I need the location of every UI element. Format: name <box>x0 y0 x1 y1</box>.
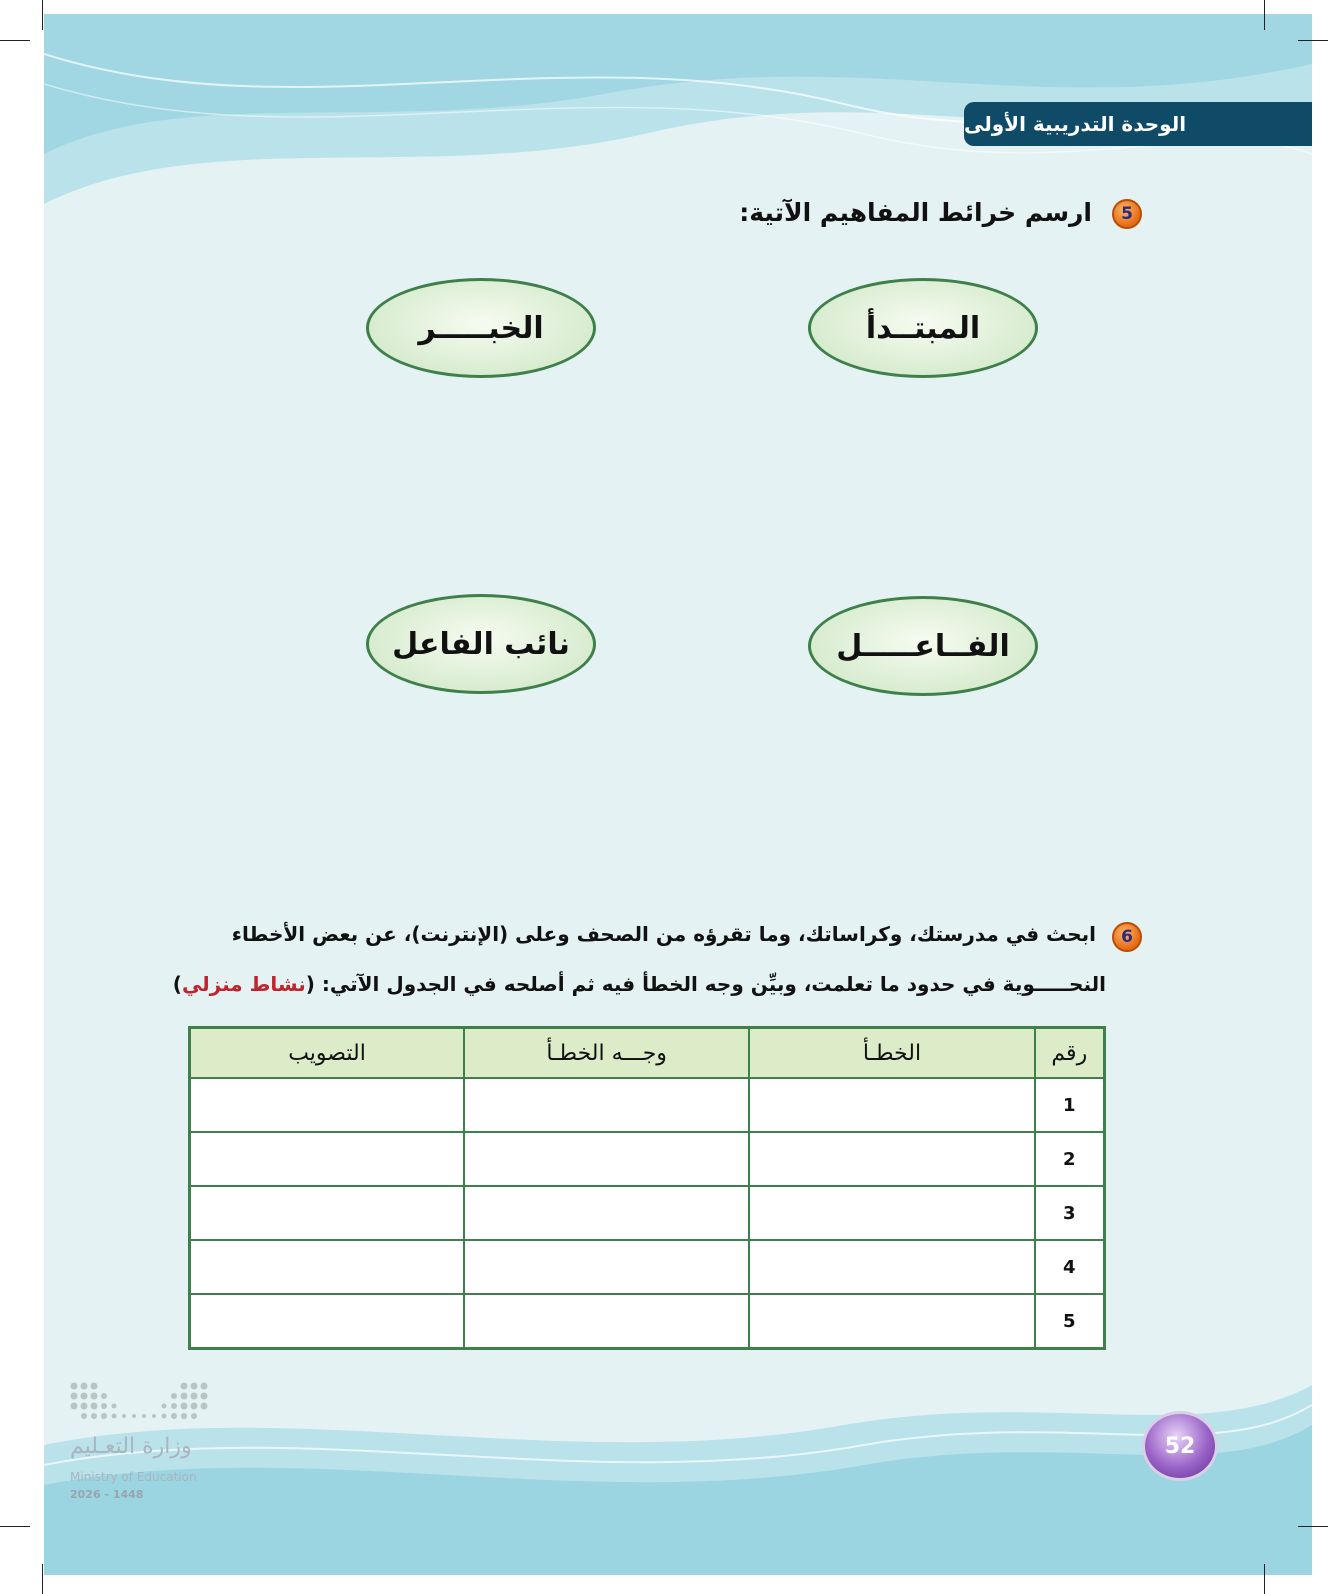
table-row <box>190 1132 1105 1186</box>
header-error: الخطـأ <box>749 1028 1034 1079</box>
ministry-dots-icon <box>66 1378 216 1428</box>
crop-mark <box>42 0 43 30</box>
crop-mark <box>0 1526 30 1527</box>
ministry-name-english: Ministry of Education <box>70 1470 197 1484</box>
crop-mark <box>0 40 30 41</box>
concept-oval-mubtada: المبتــدأ <box>808 278 1038 378</box>
row-number: 1 <box>1035 1078 1105 1132</box>
correction-cell[interactable] <box>190 1186 465 1240</box>
crop-mark <box>1264 1564 1265 1594</box>
error-cell[interactable] <box>749 1132 1034 1186</box>
question-number-badge: 6 <box>1112 922 1142 952</box>
error-cell[interactable] <box>749 1078 1034 1132</box>
concept-oval-naeb-faeel: نائب الفاعل <box>366 594 596 694</box>
table-row <box>190 1240 1105 1294</box>
question-6-line2-close: ) <box>172 972 182 996</box>
question-6-line1: ابحث في مدرستك، وكراساتك، وما تقرؤه من الصحف وعلى (الإنترنت)، عن بعض الأخطاء <box>231 922 1096 946</box>
table-row <box>190 1186 1105 1240</box>
crop-mark <box>42 1564 43 1594</box>
header-error-reason: وجـــه الخطـأ <box>464 1028 749 1079</box>
ministry-logo <box>66 1378 226 1508</box>
row-number: 4 <box>1035 1240 1105 1294</box>
correction-cell[interactable] <box>190 1240 465 1294</box>
errors-table <box>188 1026 1106 1350</box>
error-reason-cell[interactable] <box>464 1078 749 1132</box>
error-reason-cell[interactable] <box>464 1132 749 1186</box>
correction-cell[interactable] <box>190 1078 465 1132</box>
table-row <box>190 1078 1105 1132</box>
header-number: رقم <box>1035 1028 1105 1079</box>
row-number: 2 <box>1035 1132 1105 1186</box>
home-activity-label: نشاط منزلي <box>181 972 306 996</box>
unit-title-banner <box>964 102 1312 146</box>
error-cell[interactable] <box>749 1294 1034 1349</box>
error-reason-cell[interactable] <box>464 1240 749 1294</box>
error-reason-cell[interactable] <box>464 1186 749 1240</box>
crop-mark <box>1264 0 1265 30</box>
concept-oval-faeel: الفــاعـــــل <box>808 596 1038 696</box>
edition-year: 2026 - 1448 <box>70 1488 144 1501</box>
concept-oval-khabar: الخبـــــر <box>366 278 596 378</box>
error-cell[interactable] <box>749 1240 1034 1294</box>
ministry-name-arabic: وزارة التعـليم <box>70 1434 192 1459</box>
unit-title: الوحدة التدريبية الأولى <box>964 112 1187 136</box>
row-number: 3 <box>1035 1186 1105 1240</box>
correction-cell[interactable] <box>190 1294 465 1349</box>
question-6-line2 <box>173 972 1106 996</box>
table-row <box>190 1294 1105 1349</box>
question-number-badge: 5 <box>1112 199 1142 229</box>
page-number-badge: 52 <box>1142 1411 1218 1481</box>
row-number: 5 <box>1035 1294 1105 1349</box>
question-6-line2-main: النحـــــوية في حدود ما تعلمت، وبيِّن وجه الخطأ فيه ثم أصلحه في الجدول الآتي: ( <box>305 972 1106 996</box>
correction-cell[interactable] <box>190 1132 465 1186</box>
table-header-row <box>190 1028 1105 1079</box>
error-cell[interactable] <box>749 1186 1034 1240</box>
header-correction: التصويب <box>190 1028 465 1079</box>
crop-mark <box>1298 1526 1328 1527</box>
error-reason-cell[interactable] <box>464 1294 749 1349</box>
crop-mark <box>1298 40 1328 41</box>
question-5-text: ارسم خرائط المفاهيم الآتية: <box>739 198 1092 227</box>
bottom-wave-decoration <box>44 1385 1312 1575</box>
